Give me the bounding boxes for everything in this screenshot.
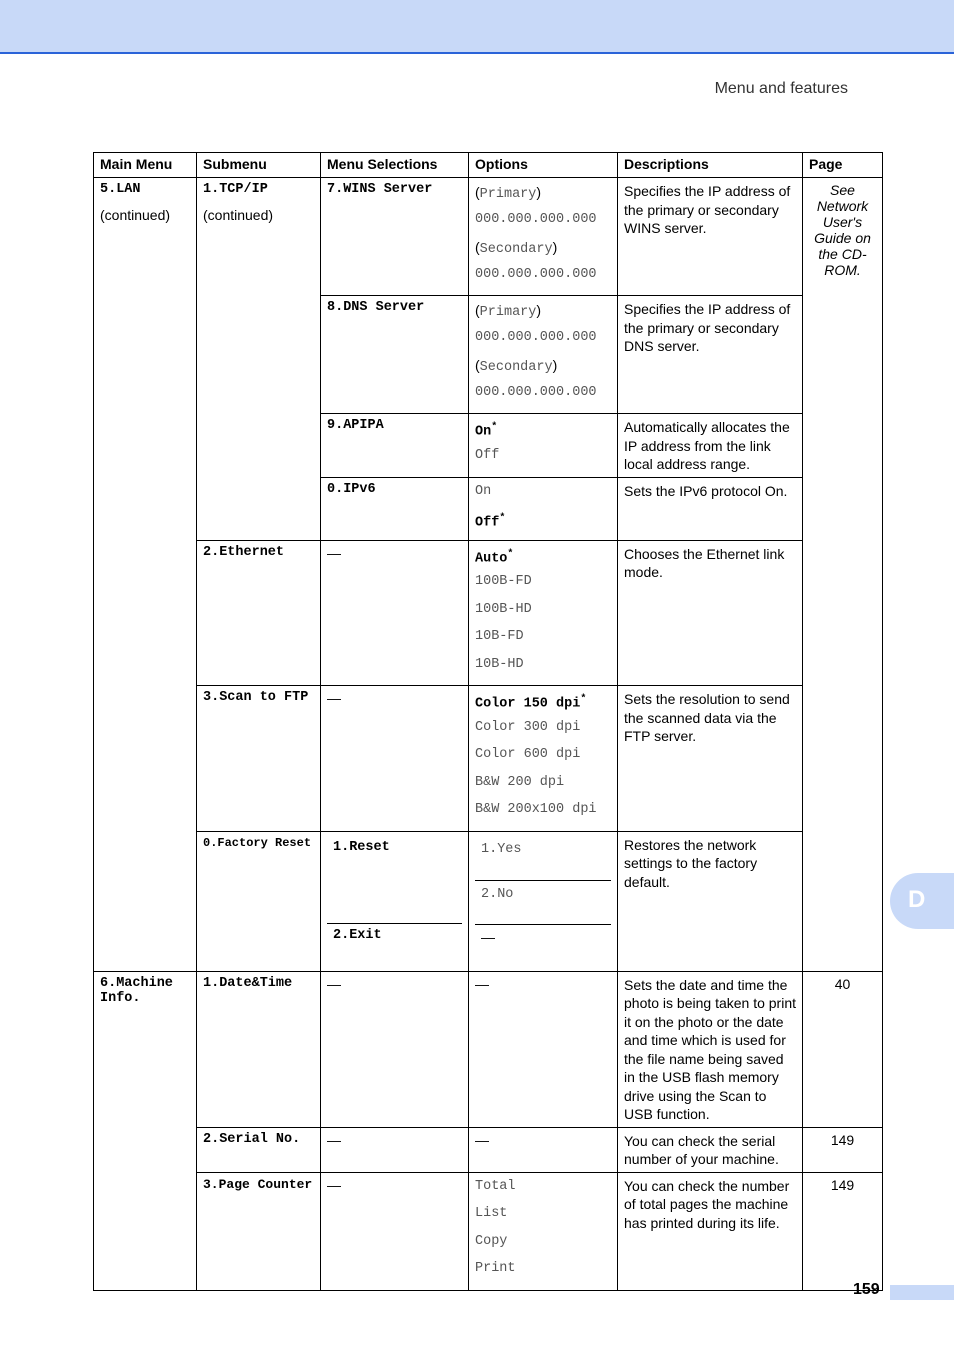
description: Chooses the Ethernet link mode. [618,540,803,686]
col-descriptions: Descriptions [618,153,803,178]
option: Color 300 dpi [475,719,581,735]
selection-wins: 7.WINS Server [321,178,469,296]
options-cell [469,686,618,832]
table-header-row [94,153,883,178]
description: You can check the serial number of your machine. [618,1127,803,1172]
option: (Secondary) [475,239,558,257]
continued-label: (continued) [100,207,171,223]
menu-table [93,152,883,1291]
description: Sets the resolution to send the scanned data via the FTP server. [618,686,803,832]
option-default: Auto* [475,548,514,566]
submenu-date-time: 1.Date&Time [197,971,321,1127]
page-number-bar [890,1285,954,1300]
selection-reset: 1.Reset [333,839,390,855]
appendix-tab-letter: D [908,886,926,913]
submenu-serial-no: 2.Serial No. [197,1127,321,1172]
option: Off [475,447,500,463]
table-row [94,686,883,832]
submenu-cell [197,178,321,541]
option: 100B-FD [475,574,532,589]
option: (Primary) [475,302,542,320]
description: Sets the date and time the photo is being taken to print it on the photo or the date and time which is used for the file name being saved in the USB flash memory drive using the Scan to USB function. [618,971,803,1127]
options-cell [469,831,618,971]
options-cell [469,178,618,296]
page-number-ref: 149 [803,1172,883,1290]
running-header: Menu and features [714,80,848,97]
option: 1.Yes [475,836,611,881]
table-row [94,1127,883,1172]
page-number-ref: 149 [803,1127,883,1172]
description: You can check the number of total pages the machine has printed during its life. [618,1172,803,1290]
option: 000.000.000.000 [475,329,597,345]
selection-exit: 2.Exit [327,923,462,967]
top-banner [0,0,954,54]
submenu-tcpip: 1.TCP/IP [203,182,268,197]
table-row [94,1172,883,1290]
description: Specifies the IP address of the primary or secondary DNS server. [618,296,803,414]
submenu-scan-to-ftp: 3.Scan to FTP [197,686,321,832]
option: B&W 200 dpi [475,774,565,790]
options-cell [469,296,618,414]
description: Automatically allocates the IP address from the link local address range. [618,414,803,478]
options-cell [469,1172,618,1290]
col-menu-selections: Menu Selections [321,153,469,178]
selection-dash: — [321,540,469,686]
option: B&W 200x100 dpi [475,802,597,817]
selection-cell [321,831,469,971]
selection-dash: — [321,1127,469,1172]
col-page: Page [803,153,883,178]
option-dash: — [481,928,495,945]
submenu-factory-reset: 0.Factory Reset [197,831,321,971]
table-row [94,831,883,971]
selection-ipv6: 0.IPv6 [321,477,469,540]
table-row [94,178,883,296]
selection-dash: — [321,1172,469,1290]
selection-dash: — [321,971,469,1127]
col-options: Options [469,153,618,178]
page-number-ref: 40 [803,971,883,1127]
main-menu-cell [94,178,197,972]
option: (Secondary) [475,357,558,375]
option-dash: — [469,971,618,1127]
option: (Primary) [475,184,542,202]
col-submenu: Submenu [197,153,321,178]
option: 000.000.000.000 [475,384,597,400]
option: 000.000.000.000 [475,266,597,282]
description: Sets the IPv6 protocol On. [618,477,803,540]
option: List [475,1206,508,1221]
option-dash: — [469,1127,618,1172]
main-menu-lan: 5.LAN [100,182,141,197]
option: Copy [475,1233,508,1249]
page-reference: See Network User's Guide on the CD-ROM. [803,178,883,972]
options-cell [469,414,618,478]
submenu-ethernet: 2.Ethernet [197,540,321,686]
option: Print [475,1261,516,1276]
option: 000.000.000.000 [475,211,597,227]
option: Total [475,1178,516,1194]
col-main-menu: Main Menu [94,153,197,178]
table-row [94,971,883,1127]
option: Color 600 dpi [475,747,581,762]
appendix-tab [890,873,954,929]
options-cell [469,540,618,686]
continued-label: (continued) [203,207,274,223]
option: 100B-HD [475,601,532,617]
options-cell [469,477,618,540]
selection-apipa: 9.APIPA [321,414,469,478]
page-number: 159 [853,1281,880,1298]
selection-dns: 8.DNS Server [321,296,469,414]
option-default: Off* [475,513,506,531]
table-row [94,540,883,686]
option: 10B-HD [475,656,524,672]
submenu-page-counter: 3.Page Counter [197,1172,321,1290]
selection-dash: — [321,686,469,832]
description: Restores the network settings to the factory default. [618,831,803,971]
option: On [475,483,492,499]
description: Specifies the IP address of the primary or secondary WINS server. [618,178,803,296]
main-menu-machine-info: 6.Machine Info. [94,971,197,1290]
option: 10B-FD [475,629,524,644]
option-default: On* [475,422,498,440]
option: 2.No [475,881,611,925]
option-default: Color 150 dpi* [475,694,587,712]
